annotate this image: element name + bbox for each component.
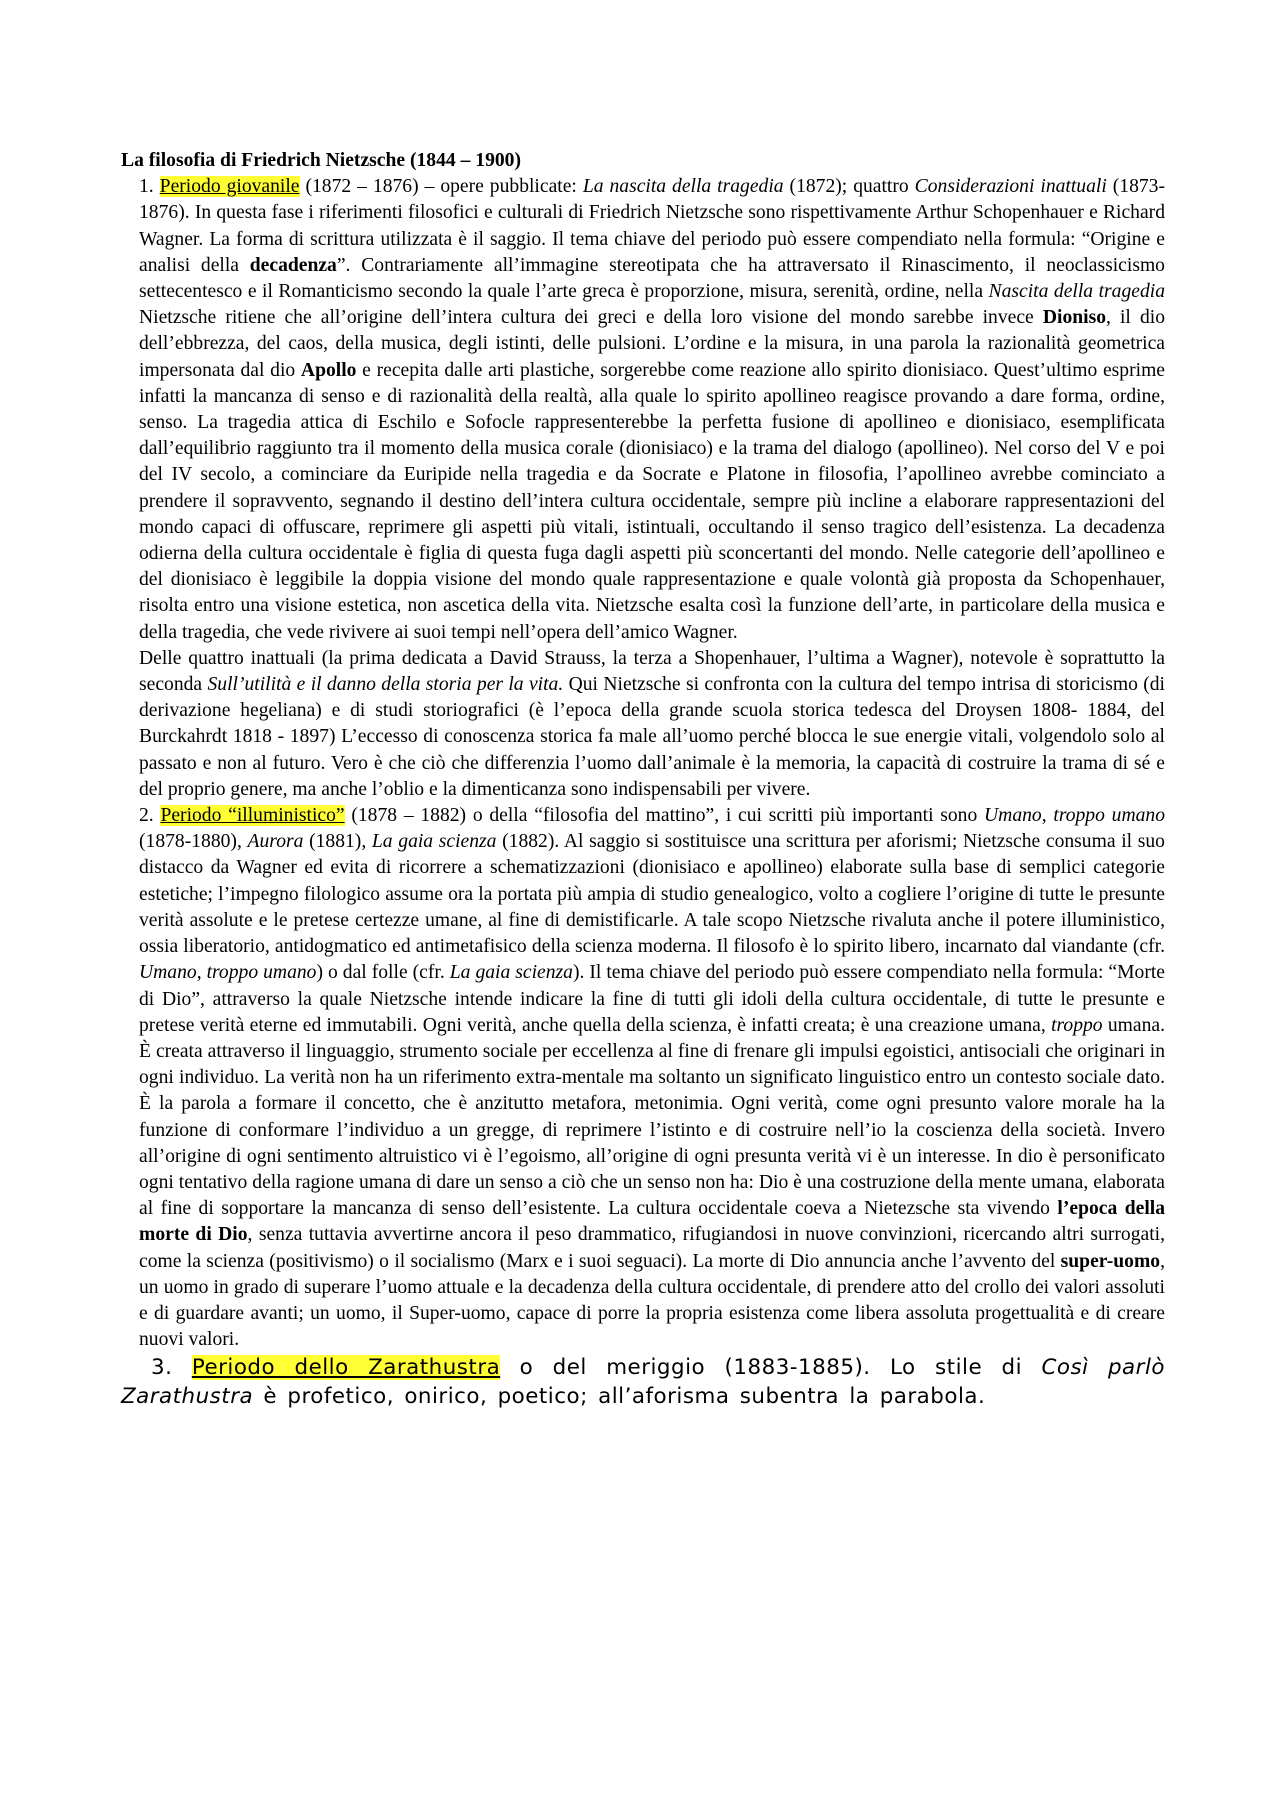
work-title: La nascita della tragedia <box>582 176 784 198</box>
section-1-paragraph-1 <box>139 174 1165 646</box>
text-run: Qui Nietzsche si confronta con la cultura del tempo intrisa di storicismo (di derivazione hegeliana) e di studi storiografici (è l’epoca della grande scuola storica tedesca del Droysen 1808- 1884, del Burckahrdt 1818 - 1897) L’eccesso di conoscenza storica fa male all’uomo perché blocca le sue energie vitali, volgendolo solo al passato e non al futuro. Vero è che ciò che differenzia l’uomo dall’animale è la memoria, la capacità di costruire la trama di sé e del proprio genere, ma anche l’oblio e la dimenticanza sono indispensabili per vivere. <box>139 674 1165 800</box>
section-2-heading: Periodo “illuministico” <box>160 805 345 827</box>
keyword: super-uomo <box>1060 1250 1161 1272</box>
text-run: , il dio dell’ebbrezza, del caos, della musica, degli istinti, delle pulsioni. L’ordine e la misura, in una parola la razionalità geometrica impersonata dal dio <box>139 307 1166 381</box>
text-run: (1873-1876). In questa fase i riferimenti filosofici e culturali di Friedrich Nietzsche sono rispettivamente Arthur Schopenhauer e Richard Wagner. La forma di scrittura utilizzata è il saggio. Il tema chiave del periodo può essere compendiato nella formula: “Origine e analisi della <box>139 176 1165 276</box>
text-run: (1881), <box>303 831 372 853</box>
work-title: Nascita della tragedia <box>988 281 1165 303</box>
keyword: Dioniso <box>1042 307 1106 329</box>
work-title: Umano, troppo umano <box>984 805 1165 827</box>
emphasis: troppo <box>1051 1014 1103 1036</box>
section-2-number: 2. <box>139 805 161 827</box>
section-3-heading: Periodo dello Zarathustra <box>191 1355 501 1381</box>
text-run: Nietzsche ritiene che all’origine dell’intera cultura dei greci e della loro visione del mondo sarebbe invece <box>139 307 1043 329</box>
text-run: (1872); quattro <box>783 176 915 198</box>
work-title: Così parlò Zarathustra <box>121 1355 1165 1410</box>
keyword: l’epoca della morte di Dio <box>139 1198 1166 1246</box>
section-1-paragraph-2 <box>139 646 1165 803</box>
keyword: decadenza <box>249 254 337 276</box>
keyword: Apollo <box>300 359 357 381</box>
text-run: e recepita dalle arti plastiche, sorgerebbe come reazione allo spirito dionisiaco. Quest’ultimo esprime infatti la mancanza di senso e di razionalità della realtà, alla quale lo spirito apollineo reagisce provando a dare forma, ordine, senso. La tragedia attica di Eschilo e Sofocle rappresenterebbe la perfetta fusione di apollineo e dionisiaco, esemplificata dall’equilibrio raggiunto tra il momento della musica corale (dionisiaco) e la trama del dialogo (apollineo). Nel corso del V e poi del IV secolo, a cominciare da Euripide nella tragedia e da Socrate e Platone in filosofia, l’apollineo avrebbe cominciato a prendere il sopravvento, segnando il destino dell’intera cultura occidentale, sempre più incline a elaborare rappresentazioni del mondo capaci di offuscare, reprimere gli aspetti più vitali, istintuali, occultando il senso tragico dell’esistenza. La decadenza odierna della cultura occidentale è figlia di questa fuga dagli aspetti più sconcertanti del mondo. Nelle categorie dell’apollineo e del dionisiaco è leggibile la doppia visione del mondo quale rappresentazione e quale volontà già proposta da Schopenhauer, risolta entro una visione estetica, non ascetica della vita. Nietzsche esalta così la funzione dell’arte, in particolare della musica e della tragedia, che vede rivivere ai suoi tempi nell’opera dell’amico Wagner. <box>139 359 1166 643</box>
document-title: La filosofia di Friedrich Nietzsche (1844 – 1900) <box>121 150 521 171</box>
text-run: (1872 – 1876) – opere pubblicate: <box>299 176 583 198</box>
text-run: Delle quattro inattuali (la prima dedicata a David Strauss, la terza a Shopenhauer, l’ultima a Wagner), notevole è soprattutto la seconda <box>139 647 1165 696</box>
work-title: La gaia scienza <box>449 962 573 984</box>
work-title: La gaia scienza <box>371 831 497 853</box>
work-title: Considerazioni inattuali <box>914 176 1107 198</box>
section-2 <box>139 803 1165 1353</box>
work-title: Aurora <box>247 831 304 853</box>
work-title: Sull’utilità e il danno della storia per la vita. <box>207 674 564 696</box>
text-run: umana. È creata attraverso il linguaggio, strumento sociale per eccellenza al fine di frenare gli impulsi egoistici, antisociali che originari in ogni individuo. La verità non ha un riferimento extra-mentale ma soltanto un significato linguistico entro un contesto sociale dato. È la parola a formare il concetto, che è anzitutto metafora, metonimia. Ogni verità, come ogni presunto valore morale ha la funzione di conformare l’individuo a un gregge, di reprimere l’istinto e di costruire nell’io la coscienza della società. Invero all’origine di ogni sentimento altruistico vi è l’egoismo, all’origine di ogni presunta verità vi è un interesse. In dio è personificato ogni tentativo della ragione umana di dare un senso a ciò che un senso non ha: Dio è una costruzione della mente umana, elaborata al fine di sopportare la mancanza di senso dell’esistente. La cultura occidentale coeva a Nietezsche sta vivendo <box>139 1014 1165 1220</box>
text-run: (1882). Al saggio si sostituisce una scrittura per aforismi; Nietzsche consuma il suo distacco da Wagner ed evita di ricorrere a schematizzazioni (dionisiaco e apollineo) elaborate sulla base di semplici categorie estetiche; l’impegno filologico assume ora la portata più ampia di studio genealogico, volto a cogliere l’origine di tutte le presunte verità assolute e le pretese certezze umane, al fine di demistificarle. A tale scopo Nietzsche rivaluta anche il potere illuministico, ossia liberatorio, antidogmatico ed antimetafisico della scienza moderna. Il filosofo è lo spirito libero, incarnato dal viandante (cfr. <box>139 831 1165 958</box>
text-run: , senza tuttavia avvertirne ancora il peso drammatico, rifugiandosi in nuove convinzioni, ricercando altri surrogati, come la scienza (positivismo) o il socialismo (Marx e i suoi seguaci). La morte di Dio annuncia anche l’avvento del <box>139 1224 1165 1272</box>
text-run: o del meriggio (1883-1885). Lo stile di <box>500 1355 1042 1381</box>
text-run: è profetico, onirico, poetico; all’aforisma subentra la parabola. <box>253 1384 986 1410</box>
text-run: , un uomo in grado di superare l’uomo attuale e la decadenza della cultura occidentale, di prendere atto del crollo dei valori assoluti e di guardare avanti; un uomo, il Super-uomo, capace di porre la propria esistenza come libera assoluta progettualità e di creare nuovi valori. <box>139 1250 1165 1351</box>
section-3-number: 3. <box>151 1355 192 1381</box>
section-2-paragraph <box>139 803 1165 1353</box>
text-run: ”. Contrariamente all’immagine stereotipata che ha attraversato il Rinascimento, il neoclassicismo settecentesco e il Romanticismo secondo la quale l’arte greca è proporzione, misura, serenità, ordine, nella <box>139 254 1165 303</box>
document-content <box>121 148 1165 1411</box>
text-run: ) o dal folle (cfr. <box>316 962 450 984</box>
section-1 <box>139 174 1165 803</box>
section-3 <box>121 1353 1165 1411</box>
section-1-number: 1. <box>139 176 154 198</box>
text-run: ). Il tema chiave del periodo può essere compendiato nella formula: “Morte di Dio”, attraverso la quale Nietzsche intende indicare la fine di tutti gli idoli della cultura occidentale, di tutte le presunte e pretese verità eterne ed immutabili. Ogni verità, anche quella della scienza, è infatti creata; è una creazione umana, <box>139 962 1165 1036</box>
section-1-heading: Periodo giovanile <box>159 176 300 198</box>
work-title: Umano, troppo umano <box>139 962 317 984</box>
text-run: (1878 – 1882) o della “filosofia del mattino”, i cui scritti più importanti sono <box>344 805 985 827</box>
text-run: (1878-1880), <box>139 831 248 853</box>
